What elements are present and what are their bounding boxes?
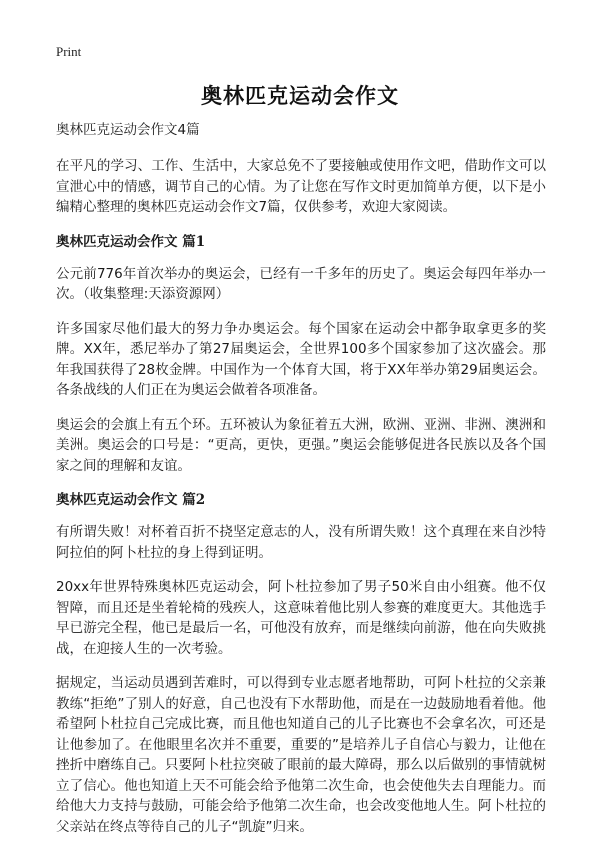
section-1-paragraph-2: 许多国家尽他们最大的努力争办奥运会。每个国家在运动会中都争取拿更多的奖牌。XX年，悉尼举办了第27届奥运会，全世界100多个国家参加了这次盛会。那年我国获得了28枚金牌。中国作为一个体育大国，将于XX年举办第29届奥运会。各条战线的人们正在为奥运会做着各项准备。 [56, 320, 546, 398]
document-subtitle: 奥林匹克运动会作文4篇 [56, 122, 200, 138]
section-heading-1: 奥林匹克运动会作文 篇1 [56, 233, 206, 250]
section-2-paragraph-1: 有所谓失败！对杯着百折不挠坚定意志的人，没有所谓失败！这个真理在来自沙特阿拉伯的阿卜杜拉的身上得到证明。 [56, 524, 546, 561]
section-2-paragraph-2: 20xx年世界特殊奥林匹克运动会，阿卜杜拉参加了男子50米自由小组赛。他不仅智障，而且还是坐着轮椅的残疾人，这意味着他比别人参赛的难度更大。其他选手早已游完全程，他已是最后一名，可他没有放弃，而是继续向前游，他在向失败挑战，在迎接人生的一次考验。 [56, 579, 546, 657]
page-title: 奥林匹克运动会作文 [201, 84, 399, 108]
intro-paragraph: 在平凡的学习、工作、生活中，大家总免不了要接触或使用作文吧，借助作文可以宣泄心中的情感，调节自己的心情。为了让您在写作文时更加简单方便，以下是小编精心整理的奥林匹克运动会作文7篇，仅供参考，欢迎大家阅读。 [56, 158, 546, 215]
section-heading-2: 奥林匹克运动会作文 篇2 [56, 492, 206, 508]
section-1-paragraph-1: 公元前776年首次举办的奥运会，已经有一千多年的历史了。奥运会每四年举办一次。（收集整理:天添资源网） [56, 265, 546, 302]
document-body [56, 120, 546, 851]
section-2-paragraph-3: 据规定，当运动员遇到苦难时，可以得到专业志愿者地帮助，可阿卜杜拉的父亲兼教练“拒绝”了别人的好意，自己也没有下水帮助他，而是在一边鼓励地看着他。他希望阿卜杜拉自己完成比赛，而且他也知道自己的儿子比赛也不会拿名次，可还是让他参加了。在他眼里名次并不重要，重要的”是培养儿子自信心与毅力，让他在挫折中磨练自己。只要阿卜杜拉突破了眼前的最大障碍，那么以后做别的事情就树立了信心。他也知道上天不可能会给予他第二次生命，也会使他失去自理能力。而给他大力支持与鼓励，可能会给予他第二次生命，也会改变他地人生。阿卜杜拉的父亲站在终点等待自己的儿子“凯旋”归来。 [56, 675, 546, 835]
print-link[interactable]: Print [56, 44, 82, 59]
section-1-paragraph-3: 奥运会的会旗上有五个环。五环被认为象征着五大洲，欧洲、亚洲、非洲、澳洲和美洲。奥运会的口号是：“更高，更快，更强。”奥运会能够促进各民族以及各个国家之间的理解和友谊。 [56, 416, 546, 474]
